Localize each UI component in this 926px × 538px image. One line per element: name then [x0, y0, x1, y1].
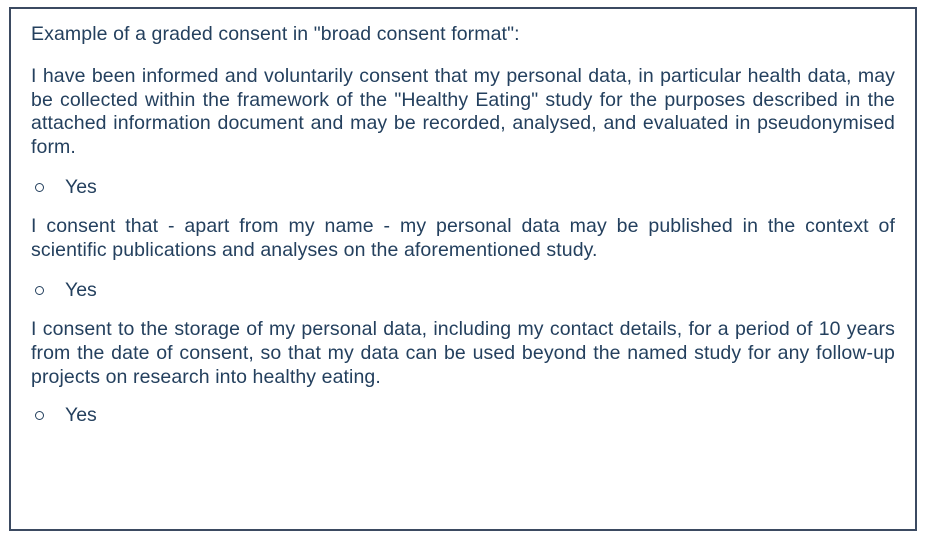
consent-option-1[interactable]	[31, 176, 895, 199]
consent-option-3-label: Yes	[65, 403, 97, 426]
consent-paragraph-2: I consent that - apart from my name - my personal data may be published in the context of scientific publications and analyses on the aforementioned study.	[31, 215, 895, 262]
radio-circle-icon[interactable]	[35, 286, 44, 295]
consent-document-frame	[9, 7, 917, 531]
consent-paragraph-1: I have been informed and voluntarily consent that my personal data, in particular health data, may be collected within the framework of the "Healthy Eating" study for the purposes described in the attached information document and may be recorded, analysed, and evaluated in pseudonymised form.	[31, 64, 895, 159]
radio-circle-icon[interactable]	[35, 411, 44, 420]
document-heading: Example of a graded consent in "broad consent format":	[31, 23, 520, 45]
consent-option-3[interactable]	[31, 404, 895, 427]
consent-option-1-label: Yes	[65, 175, 97, 198]
consent-option-2-label: Yes	[65, 278, 97, 301]
consent-option-2[interactable]	[31, 279, 895, 302]
radio-circle-icon[interactable]	[35, 183, 44, 192]
consent-paragraph-3: I consent to the storage of my personal data, including my contact details, for a period of 10 years from the date of consent, so that my data can be used beyond the named study for any follow-up projects on research into healthy eating.	[31, 318, 895, 388]
